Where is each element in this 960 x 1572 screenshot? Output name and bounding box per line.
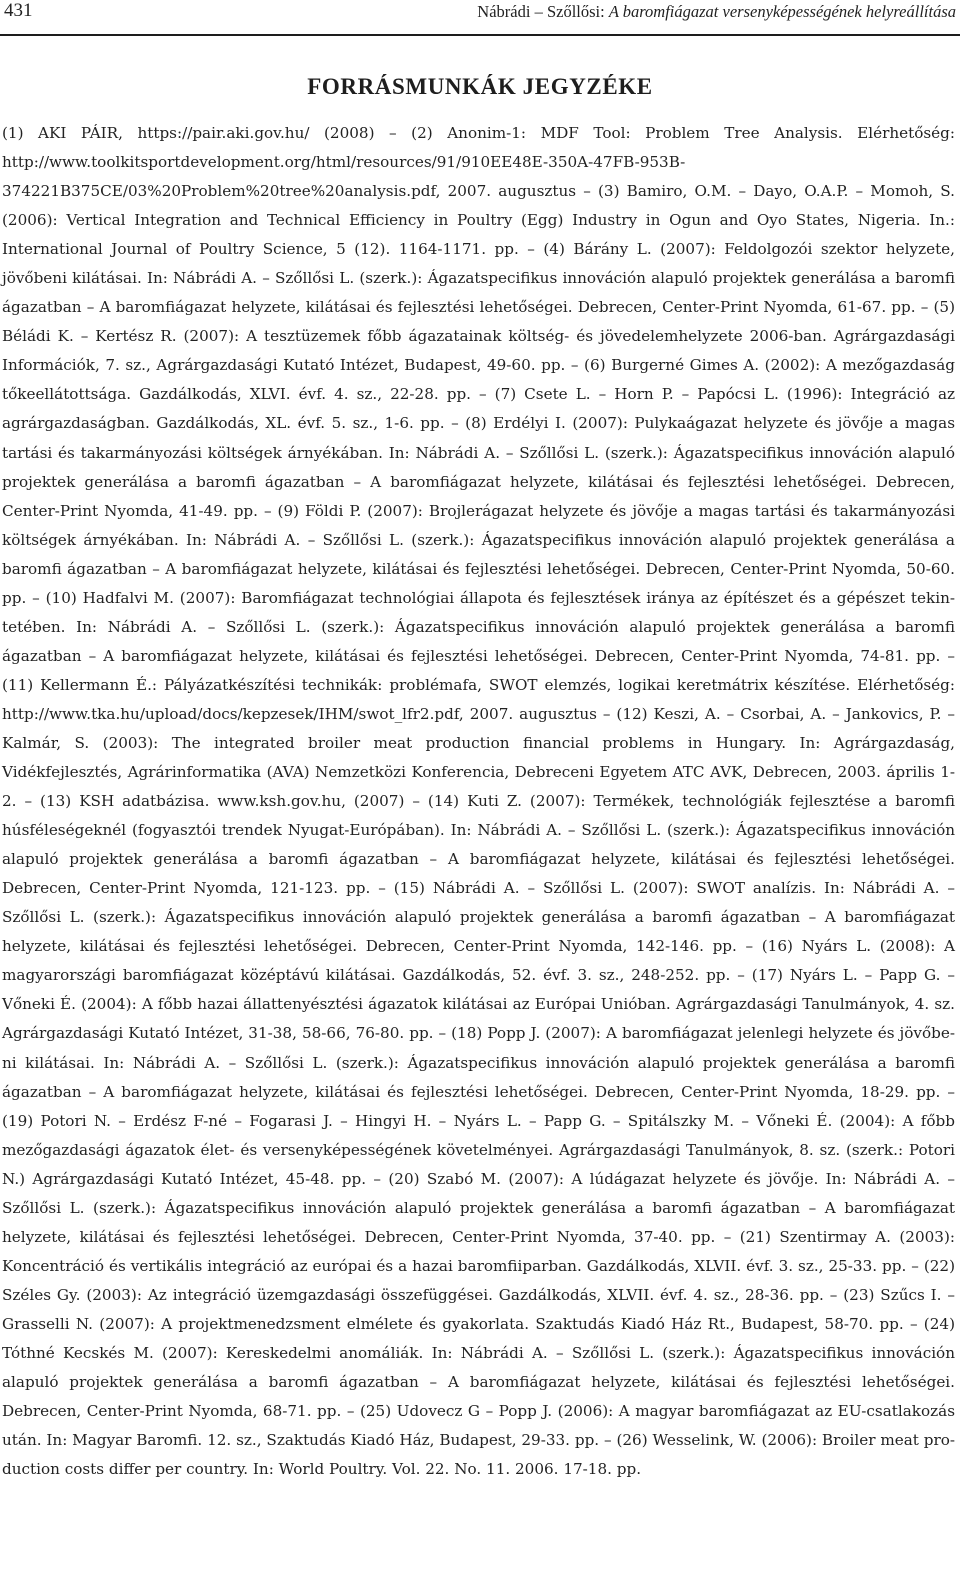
running-title-text: A baromfiágazat versenyképességének helyreállítása	[608, 2, 956, 21]
running-title	[477, 2, 956, 22]
running-title-authors: Nábrádi – Szőllősi:	[477, 2, 609, 21]
reference-list: (1) AKI PÁIR, https://pair.aki.gov.hu/ (2008) – (2) Anonim-1: MDF Tool: Problem Tree Analysis. Elérhetőség: http://www.toolkitsportdevelopment.org/html/resources/91/910EE48E-350A-47FB-953B-374221B375CE/03%20Problem%20tree%20analysis.pdf, 2007. augusztus – (3) Bamiro, O.M. – Dayo, O.A.P. – Momoh, S. (2006): Vertical Integration and Technical Efficiency in Poultry (Egg) Industry in Ogun and Oyo States, Nigeria. In.: International Journal of Poultry Science, 5 (12). 1164-1171. pp. – (4) Bárány L. (2007): Feldolgozói szektor helyzete, jövőbeni kilátásai. In: Nábrádi A. – Szőllősi L. (szerk.): Ágazatspecifikus innováción alapuló projektek generálása a baromfi ágazatban – A baromfiágazat helyzete, kilátásai és fejlesztési lehetőségei. Debrecen, Center-Print Nyomda, 61-67. pp. – (5) Béládi K. – Kertész R. (2007): A tesztüzemek főbb ágazatainak költség- és jövedelemhelyzete 2006-ban. Agrárgazdasági Információk, 7. sz., Agrárgazdasági Kutató Intézet, Budapest, 49-60. pp. – (6) Burgerné Gimes A. (2002): A mezőgazdaság tőkeellátottsága. Gazdálkodás, XLVI. évf. 4. sz., 22-28. pp. – (7) Csete L. – Horn P. – Papócsi L. (1996): Integráció az agrárgazdaságban. Gazdálkodás, XL. évf. 5. sz., 1-6. pp. – (8) Erdélyi I. (2007): Pulykaágazat helyzete és jövője a magas tartási és takarmányozási költségek árnyékában. In: Nábrádi A. – Szőllősi L. (szerk.): Ágazatspecifikus innováción alapuló projektek generálása a baromfi ágazatban – A baromfiágazat helyzete, kilátásai és fejlesztési lehetőségei. Debrecen, Center-Print Nyomda, 41-49. pp. – (9) Földi P. (2007): Brojlerágazat helyzete és jövője a magas tartási és takarmányozási költségek árnyékában. In: Nábrádi A. – Szőllősi L. (szerk.): Ágazatspecifikus innováción alapuló projektek generálása a baromfi ágazatban – A baromfiágazat helyzete, kilátásai és fejlesztési lehetőségei. Debrecen, Center-Print Nyomda, 50-60. pp. – (10) Hadfalvi M. (2007): Baromfiágazat technológiai állapota és fejlesztések iránya az építészet és a gépészet tekintetében. In: Nábrádi A. – Szőllősi L. (szerk.): Ágazatspecifikus innováción alapuló projektek generálása a baromfi ágazatban – A baromfiágazat helyzete, kilátásai és fejlesztési lehetőségei. Debrecen, Center-Print Nyomda, 74-81. pp. – (11) Kellermann É.: Pályázatkészítési technikák: problémafa, SWOT elemzés, logikai keretmátrix készítése. Elérhetőség: http://www.tka.hu/upload/docs/kepzesek/IHM/swot_lfr2.pdf, 2007. augusztus – (12) Keszi, A. – Csorbai, A. – Jankovics, P. – Kalmár, S. (2003): The integrated broiler meat production financial problems in Hungary. In: Agrárgazdaság, Vidékfejlesztés, Agrárinformatika (AVA) Nemzetközi Konferencia, Debreceni Egyetem ATC AVK, Debrecen, 2003. április 1-2. – (13) KSH adatbázisa. www.ksh.gov.hu, (2007) – (14) Kuti Z. (2007): Termékek, technológiák fejlesztése a baromfi húsféleségeknél (fogyasztói trendek Nyugat-Európában). In: Nábrádi A. – Szőllősi L. (szerk.): Ágazatspecifikus innováción alapuló projektek generálása a baromfi ágazatban – A baromfiágazat helyzete, kilátásai és fejlesztési lehetőségei. Debrecen, Center-Print Nyomda, 121-123. pp. – (15) Nábrádi A. – Szőllősi L. (2007): SWOT analízis. In: Nábrádi A. – Szőllősi L. (szerk.): Ágazatspecifikus innováción alapuló projektek generálása a baromfi ágazatban – A baromfiágazat helyzete, kilátásai és fejlesztési lehetőségei. Debrecen, Center-Print Nyomda, 142-146. pp. – (16) Nyárs L. (2008): A magyarországi baromfiágazat középtávú kilátásai. Gazdálkodás, 52. évf. 3. sz., 248-252. pp. – (17) Nyárs L. – Papp G. – Vőneki É. (2004): A főbb hazai állattenyésztési ágazatok kilátásai az Európai Unióban. Agrárgazdasági Tanulmányok, 4. sz. Agrárgazdasági Kutató Intézet, 31-38, 58-66, 76-80. pp. – (18) Popp J. (2007): A baromfiágazat jelenlegi helyzete és jövőbeni kilátásai. In: Nábrádi A. – Szőllősi L. (szerk.): Ágazatspecifikus innováción alapuló projektek generálása a baromfi ágazatban – A baromfiágazat helyzete, kilátásai és fejlesztési lehetőségei. Debrecen, Center-Print Nyomda, 18-29. pp. – (19) Potori N. – Erdész F-né – Fogarasi J. – Hingyi H. – Nyárs L. – Papp G. – Spitálszky M. – Vőneki É. (2004): A főbb mezőgazdasági ágazatok élet- és versenyképességének követelményei. Agrárgazdasági Tanulmányok, 8. sz. (szerk.: Potori N.) Agrárgazdasági Kutató Intézet, 45-48. pp. – (20) Szabó M. (2007): A lúdágazat helyzete és jövője. In: Nábrádi A. – Szőllősi L. (szerk.): Ágazatspecifikus innováción alapuló projektek generálása a baromfi ágazatban – A baromfiágazat helyzete, kilátásai és fejlesztési lehetőségei. Debrecen, Center-Print Nyomda, 37-40. pp. – (21) Szentirmay A. (2003): Koncentráció és vertikális integráció az európai és a hazai baromfiiparban. Gazdálkodás, XLVII. évf. 3. sz., 25-33. pp. – (22) Széles Gy. (2003): Az integráció üzemgazdasági összefüggései. Gazdálkodás, XLVII. évf. 4. sz., 28-36. pp. – (23) Szűcs I. – Grasselli N. (2007): A projektmenedzsment elmélete és gyakorlata. Szaktudás Kiadó Ház Rt., Budapest, 58-70. pp. – (24) Tóthné Kecskés M. (2007): Kereskedelmi anomáliák. In: Nábrádi A. – Szőllősi L. (szerk.): Ágazatspecifikus innováción alapuló projektek generálása a baromfi ágazatban – A baromfiágazat helyzete, kilátásai és fejlesztési lehetőségei. Debrecen, Center-Print Nyomda, 68-71. pp. – (25) Udovecz G – Popp J. (2006): A magyar baromfiágazat az EU-csatlakozás után. In: Magyar Baromfi. 12. sz., Szaktudás Kiadó Ház, Budapest, 29-33. pp. – (26) Wesselink, W. (2006): Broiler meat production costs differ per country. In: World Poultry. Vol. 22. No. 11. 2006. 17-18. pp.	[2, 124, 955, 1479]
section-title: FORRÁSMUNKÁK JEGYZÉKE	[307, 74, 653, 99]
page-number: 431	[4, 0, 33, 21]
page-header	[0, 0, 960, 30]
header-rule	[0, 34, 960, 36]
